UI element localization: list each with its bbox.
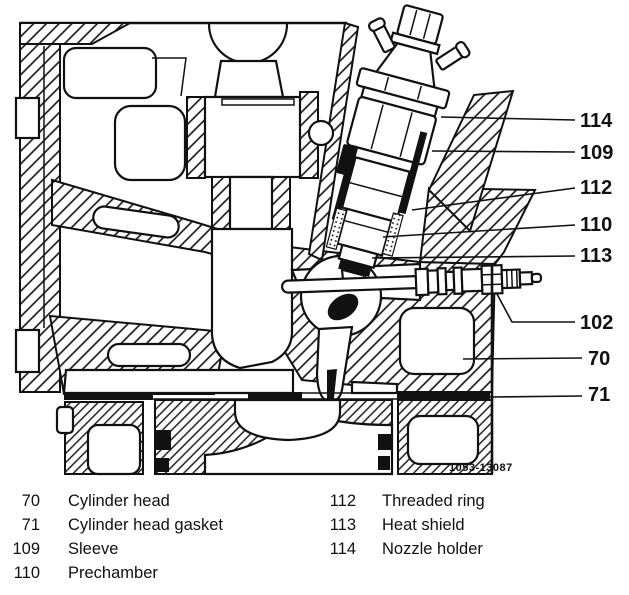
- callout-109: 109: [580, 142, 614, 164]
- block-and-piston: [57, 400, 492, 474]
- leader-109: [432, 151, 575, 152]
- glow-plug-terminal: [532, 274, 541, 282]
- piston-ring-groove: [155, 458, 169, 472]
- legend-item-114: [330, 540, 484, 558]
- legend-num-70: 70: [21, 492, 40, 510]
- callout-71: 71: [588, 384, 611, 406]
- legend-item-110: [14, 564, 159, 582]
- callout-112: 112: [580, 177, 613, 199]
- legend-num-112: 112: [329, 492, 356, 510]
- legend-name-114: Nozzle holder: [382, 540, 483, 558]
- callout-70: 70: [588, 348, 611, 370]
- legend-num-114: 114: [329, 540, 356, 558]
- piston-ring-groove: [378, 456, 390, 470]
- callout-110: 110: [580, 214, 613, 236]
- legend-name-70: Cylinder head: [68, 492, 170, 510]
- figure-number: 1053-13087: [449, 462, 513, 474]
- legend-num-110: 110: [13, 564, 40, 582]
- leader-70: [463, 358, 582, 359]
- legend-item-113: [330, 516, 465, 534]
- callout-114: 114: [580, 110, 613, 132]
- legend-num-113: 113: [329, 516, 356, 534]
- piston-ring-groove: [155, 430, 171, 450]
- legend-name-112: Threaded ring: [382, 492, 485, 510]
- callout-102: 102: [580, 312, 614, 334]
- legend-num-109: 109: [12, 540, 40, 558]
- legend-name-109: Sleeve: [68, 540, 119, 558]
- cylinder-head-gasket: [64, 392, 490, 400]
- legend-item-112: [330, 492, 485, 510]
- legend-name-71: Cylinder head gasket: [68, 516, 224, 534]
- leader-71: [490, 396, 582, 397]
- legend-num-71: 71: [21, 516, 40, 534]
- piston-recess: [235, 400, 340, 440]
- piston-ring-groove: [378, 434, 392, 450]
- callout-113: 113: [580, 245, 613, 267]
- legend-name-113: Heat shield: [382, 516, 465, 534]
- legend-name-110: Prechamber: [68, 564, 158, 582]
